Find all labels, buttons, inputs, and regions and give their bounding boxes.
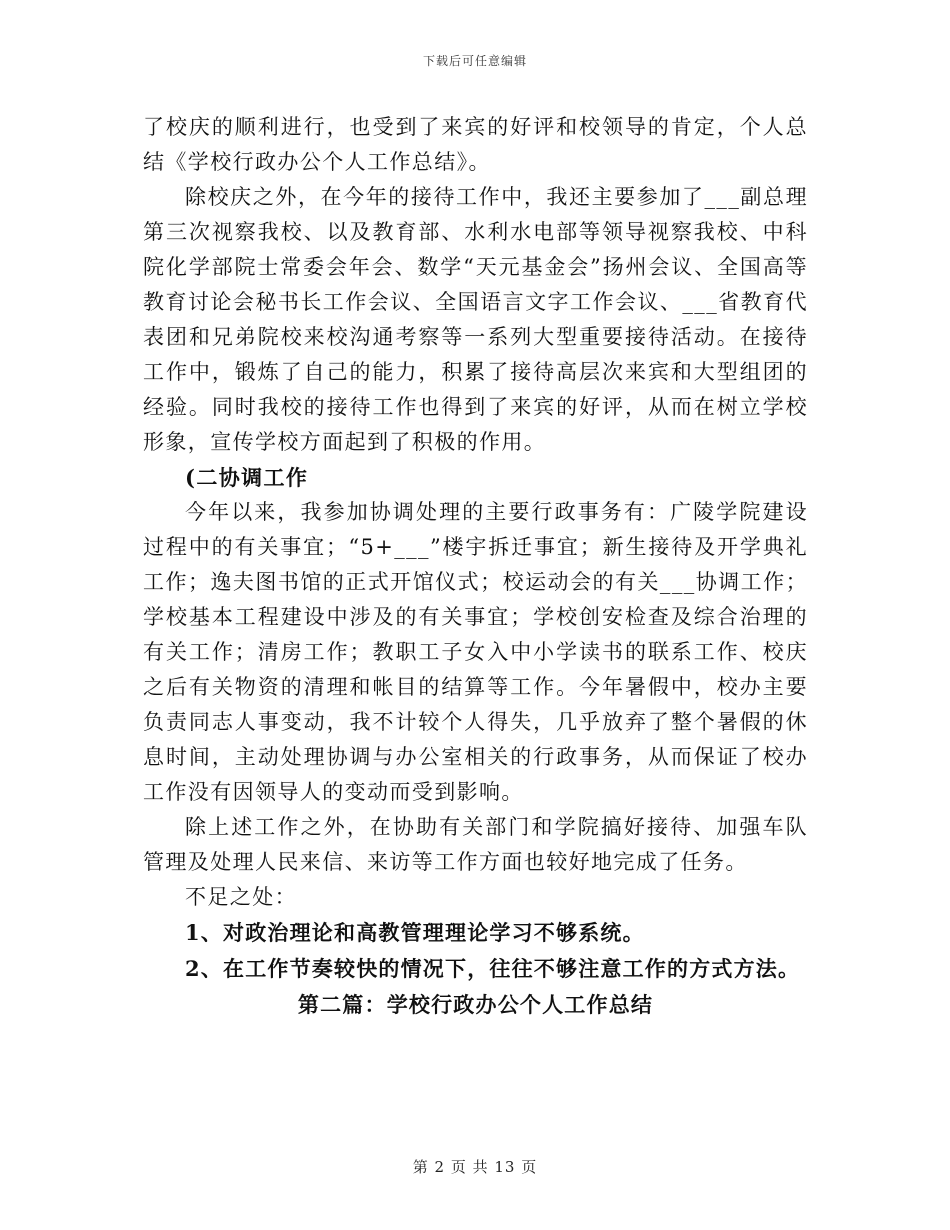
paragraph-other-work: 除上述工作之外，在协助有关部门和学院搞好接待、加强车队管理及处理人民来信、来访等工作方面也较好地完成了任务。 xyxy=(143,815,808,874)
page-number: 第 2 页 共 13 页 xyxy=(412,1158,538,1176)
shortcoming-item-1: 1、对政治理论和高教管理理论学习不够系统。 xyxy=(185,920,645,945)
header-note: 下载后可任意编辑 xyxy=(422,54,527,68)
paragraph-shortcomings-label: 不足之处： xyxy=(185,885,297,909)
paragraph-coordination-work: 今年以来，我参加协调处理的主要行政事务有：广陵学院建设过程中的有关事宜；“5+___”楼宇拆迁事宜；新生接待及开学典礼工作；逸夫图书馆的正式开馆仪式；校运动会的有关___协调工作；学校基本工程建设中涉及的有关事宜；学校创安检查及综合治理的有关工作；清房工作；教职工子女入中小学读书的联系工作、校庆之后有关物资的清理和帐目的结算等工作。今年暑假中，校办主要负责同志人事变动，我不计较个人得失，几乎放弃了整个暑假的休息时间，主动处理协调与办公室相关的行政事务，从而保证了校办工作没有因领导人的变动而受到影响。 xyxy=(143,500,808,804)
paragraph-continuation: 了校庆的顺利进行，也受到了来宾的好评和校领导的肯定，个人总结《学校行政办公个人工作总结》。 xyxy=(143,115,808,174)
document-body xyxy=(143,110,808,1023)
paragraph-reception-work: 除校庆之外，在今年的接待工作中，我还主要参加了___副总理第三次视察我校、以及教育部、水利水电部等领导视察我校、中科院化学部院士常委会年会、数学“天元基金会”扬州会议、全国高等教育讨论会秘书长工作会议、全国语言文字工作会议、___省教育代表团和兄弟院校来校沟通考察等一系列大型重要接待活动。在接待工作中，锻炼了自己的能力，积累了接待高层次来宾和大型组团的经验。同时我校的接待工作也得到了来宾的好评，从而在树立学校形象，宣传学校方面起到了积极的作用。 xyxy=(143,185,808,454)
shortcoming-item-2: 2、在工作节奏较快的情况下，往往不够注意工作的方式方法。 xyxy=(185,956,801,981)
section-title-part-two: 第二篇：学校行政办公个人工作总结 xyxy=(297,992,654,1017)
subheading-coordination: (二协调工作 xyxy=(185,465,309,490)
